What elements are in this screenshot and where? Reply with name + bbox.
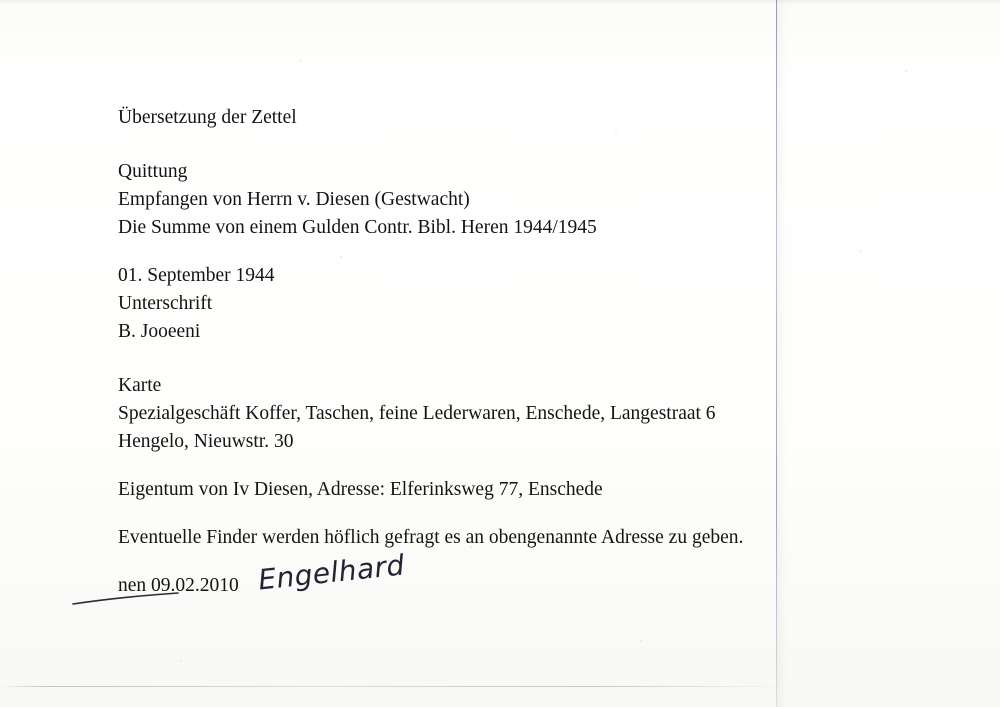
paragraph-receipt: [118, 158, 818, 242]
paper-speckle: [180, 660, 182, 662]
text-line: Karte: [118, 375, 162, 396]
paragraph-finder-note: [118, 524, 818, 552]
document-text: [118, 104, 818, 600]
spacer: [118, 552, 818, 572]
text-line: Hengelo, Nieuwstr. 30: [118, 431, 294, 452]
text-line: B. Jooeeni: [118, 321, 201, 342]
paragraph-closing: [118, 572, 818, 600]
paper-speckle: [300, 60, 302, 62]
text-line: Eventuelle Finder werden höflich gefragt es an obengenannte Adresse zu geben.: [118, 527, 744, 548]
heading-line: Übersetzung der Zettel: [118, 107, 297, 128]
text-line: Unterschrift: [118, 293, 213, 314]
text-line: Quittung: [118, 161, 188, 182]
text-line: Die Summe von einem Gulden Contr. Bibl. Heren 1944/1945: [118, 217, 597, 238]
paragraph-ownership: [118, 476, 818, 504]
text-line: 01. September 1944: [118, 265, 275, 286]
paragraph-date-signature: [118, 262, 818, 346]
document-heading: [118, 104, 818, 132]
paper-speckle: [860, 250, 862, 252]
text-line: nen 09.02.2010: [118, 575, 239, 596]
text-line: Empfangen von Herrn v. Diesen (Gestwacht): [118, 189, 470, 210]
paper-speckle: [905, 70, 907, 72]
spacer: [118, 456, 818, 476]
spacer: [118, 132, 818, 158]
page-top-shadow: [0, 0, 1000, 4]
handwritten-signature: Engelhard: [256, 548, 407, 597]
paper-speckle: [640, 640, 642, 642]
paragraph-card: [118, 372, 818, 456]
text-line: Eigentum von Iv Diesen, Adresse: Elferinksweg 77, Enschede: [118, 479, 603, 500]
spacer: [118, 242, 818, 262]
spacer: [118, 504, 818, 524]
pen-stroke-mark: [72, 592, 180, 606]
spacer: [118, 346, 818, 372]
paper-bottom-crease: [0, 686, 790, 687]
text-line: Spezialgeschäft Koffer, Taschen, feine Lederwaren, Enschede, Langestraat 6: [118, 403, 716, 424]
